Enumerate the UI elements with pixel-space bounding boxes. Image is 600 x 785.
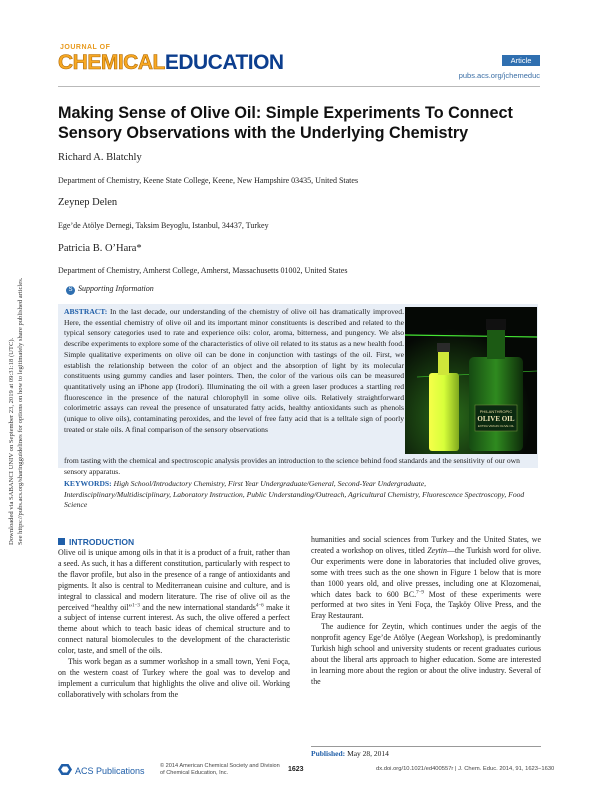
published-divider	[311, 746, 541, 747]
paragraph-text: and the new international standards	[139, 602, 256, 612]
journal-logo-top: JOURNAL OF	[60, 44, 111, 51]
bottle-label-line2: OLIVE OIL	[477, 415, 515, 423]
abstract-text-tail: from tasting with the chemical and spectroscopic analysis provides an introduction to the science behind food standards and the sensitivity of our own sensory apparatus.	[64, 456, 520, 476]
abstract-text	[64, 307, 404, 435]
author-name: Zeynep Delen	[58, 197, 118, 208]
citation-superscript[interactable]: 4−6	[255, 602, 264, 608]
acs-hexagon-icon	[58, 764, 72, 775]
published-date-value: May 28, 2014	[347, 749, 389, 758]
citation-superscript[interactable]: 7−9	[416, 589, 424, 595]
download-side-note	[2, 245, 32, 545]
paragraph	[58, 548, 290, 657]
doi-citation[interactable]: dx.doi.org/10.1021/ed400557r | J. Chem. Educ. 2014, 91, 1623−1630	[376, 766, 555, 772]
bottle-label-line3: EXTRA VIRGIN OLIVE OIL	[477, 424, 515, 428]
paragraph-text: Most of these experiments were performed at two sites in Yeni Foça, the Taşköy Olive Press, and the Eray Restaurant.	[311, 589, 541, 621]
paragraph	[311, 535, 541, 622]
abstract-body: In the last decade, our understanding of the chemistry of olive oil has dramatically improved. Here, the essential chemistry of olive oil and its important minor constituents is described and related to the typical sensory categories used to rate and experience oils: color, aroma, bitterness, and pungency. We also describe experiments to explore some of the characteristics of olive oil related to its status as a new health food. Simple qualitative experiments on olive oil can be done in conjunction with tastings of the oil. First, we establish the relationship between the color of an object and the absorption of light by its molecular constituents using gummy candies and laser pointers. Then, the color of the various oils can be measured quantitatively using an iPhone app (Irodori). Illuminating the oil with a green laser produces a startling red fluorescence in the presence of the natural chlorophyll in some olive oils. Relatively straightforward colorimetric assays can reveal the presence of unsaturated fatty acids, healthy antioxidants such as phenols (unique to olive oils), contaminating peroxides, and the level of free fatty acid that is a telltale sign of poorly treated or stale oils. A final comparison of the sensory observations	[64, 307, 404, 434]
supporting-information-link[interactable]	[66, 284, 154, 295]
body-column-right	[311, 535, 541, 688]
section-heading-introduction	[58, 537, 134, 547]
side-note-svg	[2, 245, 32, 545]
section-square-icon	[58, 538, 65, 545]
bottle-label-line1: PHILANTHROPIC	[479, 409, 513, 414]
supporting-info-icon: S	[66, 286, 75, 295]
paragraph-text: make it a subject of intense current interest. As such, the olive offered a perfect theme about which to teach basic ideas of chemical structure and to connect natural biomolecules to the development of the characteristic color, taste, and smell of the oils.	[58, 602, 290, 656]
paragraph-text: Olive oil is unique among oils in that it is a product of a fruit, rather than a seed. As such, it has a different constitution, particularly with respect to the flavor profile, but also in the presence of a range of antioxidants and pigments. It also is central to Mediterranean cuisine and culture, and is integral to classical and modern literature. The rise of olive oil as the perceived “healthy oil”	[58, 548, 290, 612]
page-number: 1623	[288, 766, 304, 773]
author-affiliation: Department of Chemistry, Amherst College, Amherst, Massachusetts 01002, United States	[58, 266, 348, 275]
author-name: Patricia B. O’Hara*	[58, 243, 142, 254]
olive-oil-bottles-image	[405, 307, 537, 454]
published-label: Published:	[311, 749, 346, 758]
citation-superscript[interactable]: 1−3	[132, 602, 140, 608]
header-divider	[58, 86, 540, 87]
paragraph-text: —the Turkish word for olive. Our experiments were done in laboratories that included olive groves, some with trees such as the one shown in Figure 1 below that is more than 1000 years old, and olive presses, including one at Klozomenai, which dates back to 600 BC.	[311, 545, 542, 599]
journal-logo	[58, 52, 284, 74]
keywords-list: High School/Introductory Chemistry, First Year Undergraduate/General, Second-Year Undergraduate, Interdisciplinary/Multidisciplinary, Laboratory Instruction, Public Understanding/Outreach, Agricultural Chemistry, Fluorescence Spectroscopy, Food Science	[64, 479, 525, 510]
copyright-notice: © 2014 American Chemical Society and Division of Chemical Education, Inc.	[160, 763, 280, 776]
keywords	[64, 479, 534, 511]
journal-url-link[interactable]: pubs.acs.org/jchemeduc	[458, 71, 540, 80]
abstract-label: ABSTRACT:	[64, 307, 108, 316]
keywords-label: KEYWORDS:	[64, 479, 112, 488]
acs-publications-text: ACS Publications	[75, 766, 145, 776]
acs-publications-logo	[58, 764, 145, 776]
italic-term: Zeytin	[427, 545, 447, 555]
body-column-left	[58, 548, 290, 701]
paragraph: The audience for Zeytin, which continues under the aegis of the nonprofit agency Ege’de Atölye (Aegean Workshop), is predominantly Turkish high school and university students or recent graduates curious about the liberal arts approach to higher education. Some are interested in learning more about the region or about the olive industry. Several of the	[311, 622, 541, 686]
side-note-line1: Downloaded via SABANCI UNIV on September 23, 2019 at 09:31:18 (UTC).	[8, 337, 15, 545]
author-name: Richard A. Blatchly	[58, 152, 142, 163]
introduction-heading-text: INTRODUCTION	[69, 537, 135, 547]
paragraph-text: humanities and social sciences from Turkey and the United States, we created a workshop on olives, titled	[311, 535, 541, 555]
author-affiliation: Ege’de Atölye Dernegi, Taksim Beyoglu, Istanbul, 34437, Turkey	[58, 221, 269, 230]
side-note-line2: See https://pubs.acs.org/sharingguidelines for options on how to legitimately share published articles.	[17, 277, 24, 545]
article-title: Making Sense of Olive Oil: Simple Experiments To Connect Sensory Observations with the Underlying Chemistry	[58, 104, 513, 142]
supporting-info-label: Supporting Information	[78, 284, 154, 293]
article-type-badge: Article	[502, 55, 540, 66]
author-affiliation: Department of Chemistry, Keene State College, Keene, New Hampshire 03435, United States	[58, 176, 359, 185]
logo-education: EDUCATION	[164, 51, 284, 74]
logo-chemical: CHEMICAL	[58, 51, 165, 74]
published-date	[311, 749, 389, 758]
paragraph: This work began as a summer workshop in a small town, Yeni Foça, on the western coast of Turkey where the goal was to develop and implement a curriculum that highlights the olive and olive oil. Working collaboratively with scholars from the	[58, 657, 290, 699]
toc-graphic-olive-oil-bottles	[405, 307, 537, 454]
